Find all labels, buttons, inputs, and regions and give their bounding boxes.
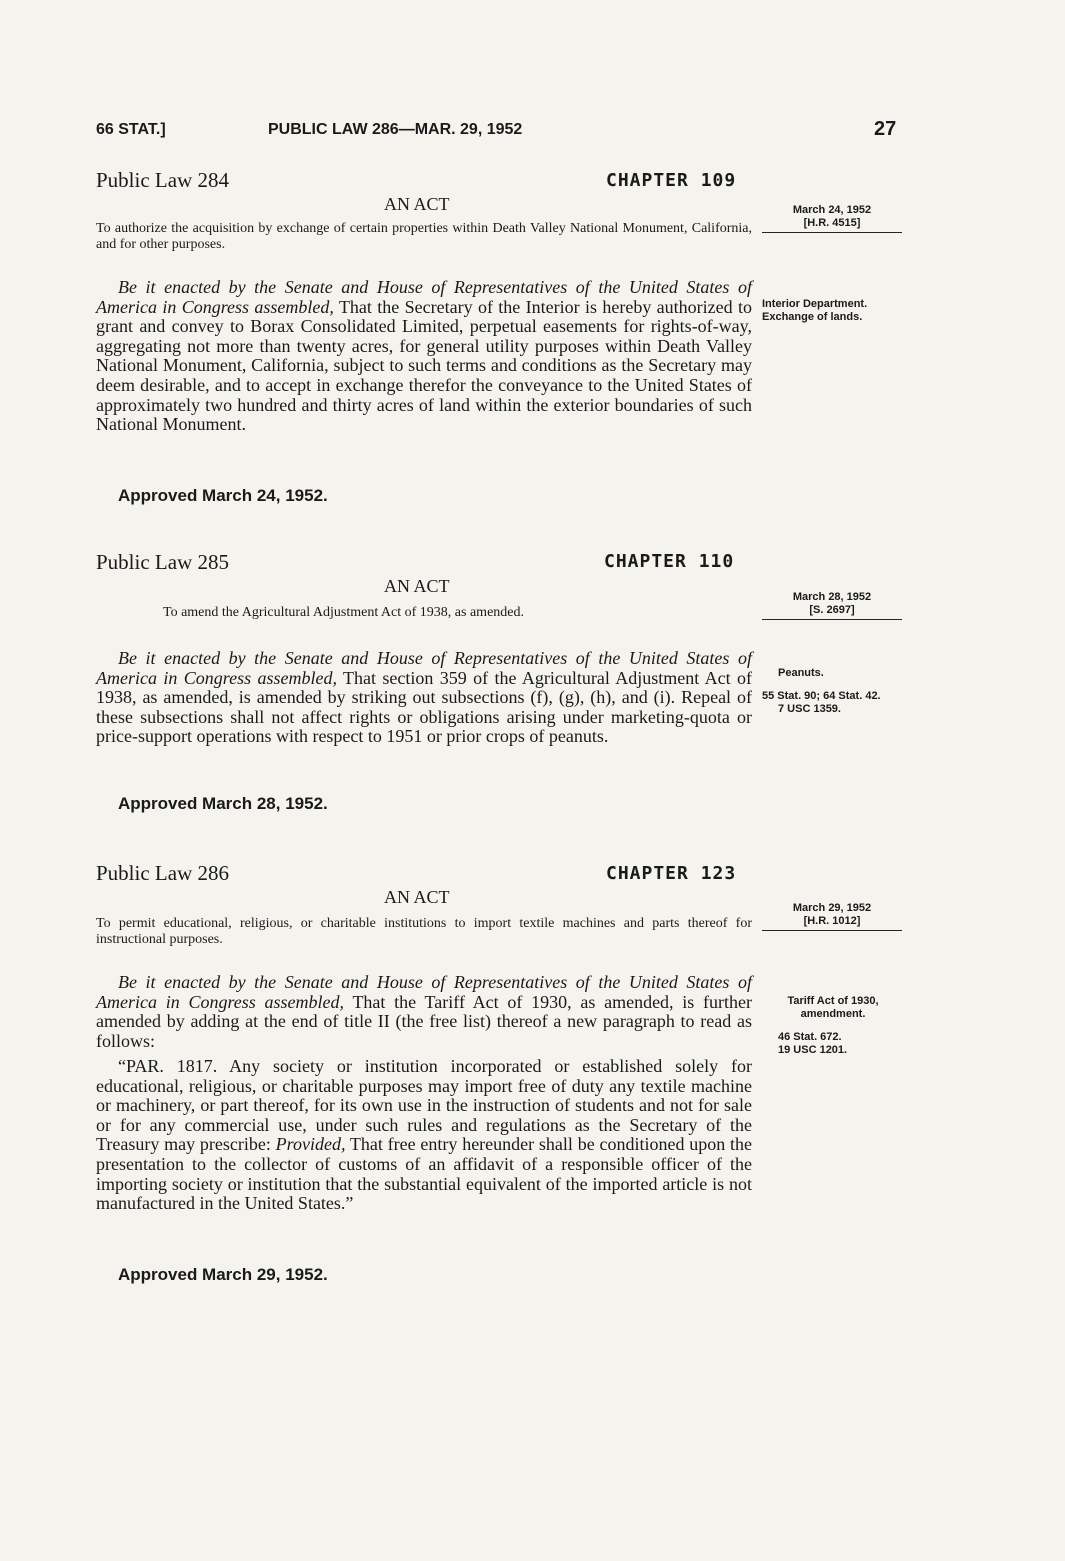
margin-note: Exchange of lands. xyxy=(762,311,863,323)
volume-ref: 66 STAT.] xyxy=(96,121,166,138)
margin-note: Interior Department. xyxy=(762,298,868,310)
proviso: Provided, xyxy=(275,1134,346,1155)
enacting-clause: Be it enacted by the Senate and House of Representatives of the United States of America in Congress assembled, xyxy=(96,277,752,317)
margin-notes xyxy=(762,298,904,324)
margin-note: 7 USC 1359. xyxy=(778,703,841,715)
act-text: That the Secretary of the Interior is hereby authorized to grant and convey to Borax Consolidated Limited, perpetual easements for rights-of-way, aggregating not more than twenty acres, for general utility purposes within Death Valley National Monument, California, subject to such terms and conditions as the Secretary may deem desirable, and to accept in exchange therefor the conveyance to the United States of approximately two hundred and thirty acres of land within the exterior boundaries of such National Monument. xyxy=(96,296,752,435)
margin-note: Tariff Act of 1930, amendment. xyxy=(787,995,879,1020)
margin-bill-number: [S. 2697] xyxy=(809,604,855,616)
chapter-label: CHAPTER 109 xyxy=(606,170,737,191)
act-text: That the Tariff Act of 1930, as amended, is further amended by adding at the end of title II (the free list) thereof a new paragraph to read as follows: xyxy=(96,991,753,1051)
chapter-label: CHAPTER 110 xyxy=(604,551,735,572)
law-label: Public Law 286 xyxy=(96,861,229,885)
paragraph-text: Any society or institution incorporated or established solely for educational, religious, or charitable purposes may import free of duty any textile machine or machinery, or part thereof, for its own use in the instruction of students and not for sale or for any commercial use, under such rules and regulations as the Secretary of the Treasury may prescribe: xyxy=(96,1056,753,1155)
law-label: Public Law 284 xyxy=(96,168,229,192)
margin-notes xyxy=(762,667,904,716)
approval-date: Approved March 29, 1952. xyxy=(118,1265,328,1284)
act-body xyxy=(96,278,752,435)
margin-date xyxy=(762,204,902,233)
margin-notes xyxy=(762,995,904,1057)
margin-note: 46 Stat. 672. xyxy=(778,1031,842,1043)
act-purpose: To amend the Agricultural Adjustment Act of 1938, as amended. xyxy=(163,605,524,620)
enacting-clause: Be it enacted by the Senate and House of Representatives of the United States of America in Congress assembled, xyxy=(96,972,752,1012)
paragraph-lead: “PAR. 1817. xyxy=(118,1056,218,1076)
paragraph-text: That free entry hereunder shall be conditioned upon the presentation to the collector of customs of an affidavit of a responsible officer of the importing society or institution that the substantial equivalent of the imported article is not manufactured in the United States.” xyxy=(96,1134,753,1214)
law-label: Public Law 285 xyxy=(96,550,229,574)
margin-date-text: March 28, 1952 xyxy=(792,591,872,603)
margin-date-text: March 24, 1952 xyxy=(792,204,872,216)
approval-date: Approved March 24, 1952. xyxy=(118,486,328,505)
page-number: 27 xyxy=(874,118,897,140)
margin-bill-number: [H.R. 1012] xyxy=(803,915,861,927)
act-purpose: To permit educational, religious, or charitable institutions to import textile machines and parts thereof for instructional purposes. xyxy=(96,916,752,947)
chapter-label: CHAPTER 123 xyxy=(606,863,737,884)
act-heading: AN ACT xyxy=(384,887,450,907)
act-heading: AN ACT xyxy=(384,194,450,214)
margin-note: 55 Stat. 90; 64 Stat. 42. xyxy=(762,690,881,702)
approval-date: Approved March 28, 1952. xyxy=(118,794,328,813)
act-body xyxy=(96,973,752,1051)
margin-note: Peanuts. xyxy=(778,667,824,679)
act-heading: AN ACT xyxy=(384,576,450,596)
act-purpose: To authorize the acquisition by exchange of certain properties within Death Valley National Monument, California, and for other purposes. xyxy=(96,221,752,252)
margin-date-text: March 29, 1952 xyxy=(792,902,872,914)
margin-date xyxy=(762,902,902,931)
paragraph-1817 xyxy=(96,1057,752,1214)
running-title: PUBLIC LAW 286—MAR. 29, 1952 xyxy=(268,121,523,138)
enacting-clause: Be it enacted by the Senate and House of Representatives of the United States of America in Congress assembled, xyxy=(96,648,752,688)
act-text: That section 359 of the Agricultural Adjustment Act of 1938, as amended, is amended by striking out subsections (f), (g), (h), and (i). Repeal of these subsections shall not affect rights or obligations arising under marketing-quota or price-support operations with respect to 1951 or prior crops of peanuts. xyxy=(96,667,752,747)
margin-note: 19 USC 1201. xyxy=(778,1044,848,1056)
margin-date xyxy=(762,591,902,620)
act-body xyxy=(96,649,752,747)
margin-bill-number: [H.R. 4515] xyxy=(803,217,861,229)
